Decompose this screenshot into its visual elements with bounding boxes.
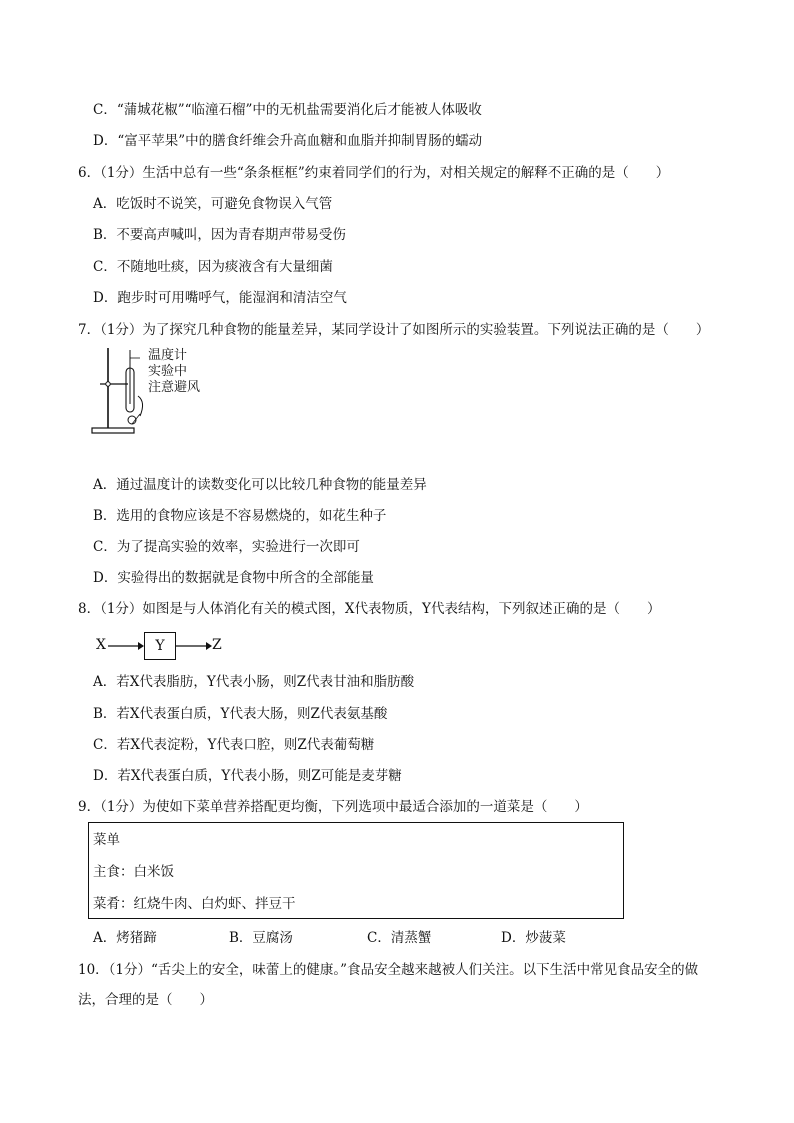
q7-option-b: B．选用的食物应该是不容易燃烧的，如花生种子 [93,508,387,524]
q8-option-c: C．若X代表淀粉，Y代表口腔，则Z代表葡萄糖 [93,737,375,753]
experiment-apparatus-figure [88,346,228,438]
q6-option-c: C．不随地吐痰，因为痰液含有大量细菌 [93,259,333,275]
question-7-stem: 7．（1分）为了探究几种食物的能量差异，某同学设计了如图所示的实验装置。下列说法正确的是（ ） [78,322,710,338]
question-9-stem: 9．（1分）为使如下菜单营养搭配更均衡，下列选项中最适合添加的一道菜是（ ） [78,799,588,815]
q7-option-a: A．通过温度计的读数变化可以比较几种食物的能量差异 [93,477,427,493]
q6-option-d: D．跑步时可用嘴呼气，能湿润和清洁空气 [93,290,347,306]
q6-option-b: B．不要高声喊叫，因为青春期声带易受伤 [93,227,346,243]
q9-option-a: A．烤猪蹄 [93,930,157,946]
figure-note-line1: 实验中 [148,364,188,379]
flow-structure-box [144,632,176,660]
arrow-right-icon [108,636,144,656]
arrow-right-icon [176,636,212,656]
q9-option-c: C．清蒸蟹 [367,930,432,946]
figure-note-line2: 注意避风 [148,380,201,395]
q9-option-b: B．豆腐汤 [229,930,293,946]
q8-option-a: A．若X代表脂肪，Y代表小肠，则Z代表甘油和脂肪酸 [93,674,415,690]
menu-dishes: 菜肴：红烧牛肉、白灼虾、拌豆干 [93,896,296,912]
q8-option-b: B．若X代表蛋白质，Y代表大肠，则Z代表氨基酸 [93,706,388,722]
menu-box [88,822,624,919]
q7-option-c: C．为了提高实验的效率，实验进行一次即可 [93,539,360,555]
flow-box-y: Y [155,638,165,654]
question-8-stem: 8．（1分）如图是与人体消化有关的模式图，X代表物质，Y代表结构，下列叙述正确的是（ ） [78,601,661,617]
q8-option-d: D．若X代表蛋白质，Y代表小肠，则Z可能是麦芽糖 [93,768,402,784]
digestion-flow-diagram [96,632,236,660]
q7-option-d: D．实验得出的数据就是食物中所含的全部能量 [93,570,374,586]
q9-option-d: D．炒菠菜 [501,930,566,946]
question-10-stem: 10．（1分）“舌尖上的安全，味蕾上的健康。”食品安全越来越被人们关注。以下生活中常见食品安全的做法，合理的是（ ） [78,962,699,1008]
flow-output-z: Z [212,637,222,653]
menu-staple: 主食：白米饭 [93,864,174,880]
option-c: C．“蒲城花椒”“临潼石榴”中的无机盐需要消化后才能被人体吸收 [93,102,482,118]
flow-input-x: X [96,637,106,653]
thermometer-label: 温度计 [148,348,188,363]
option-d: D．“富平苹果”中的膳食纤维会升高血糖和血脂并抑制胃肠的蠕动 [93,133,483,149]
menu-title: 菜单 [93,832,120,848]
question-6-stem: 6．（1分）生活中总有一些“条条框框”约束着同学们的行为，对相关规定的解释不正确的是（ ） [78,165,670,181]
q6-option-a: A．吃饭时不说笑，可避免食物误入气管 [93,196,333,212]
